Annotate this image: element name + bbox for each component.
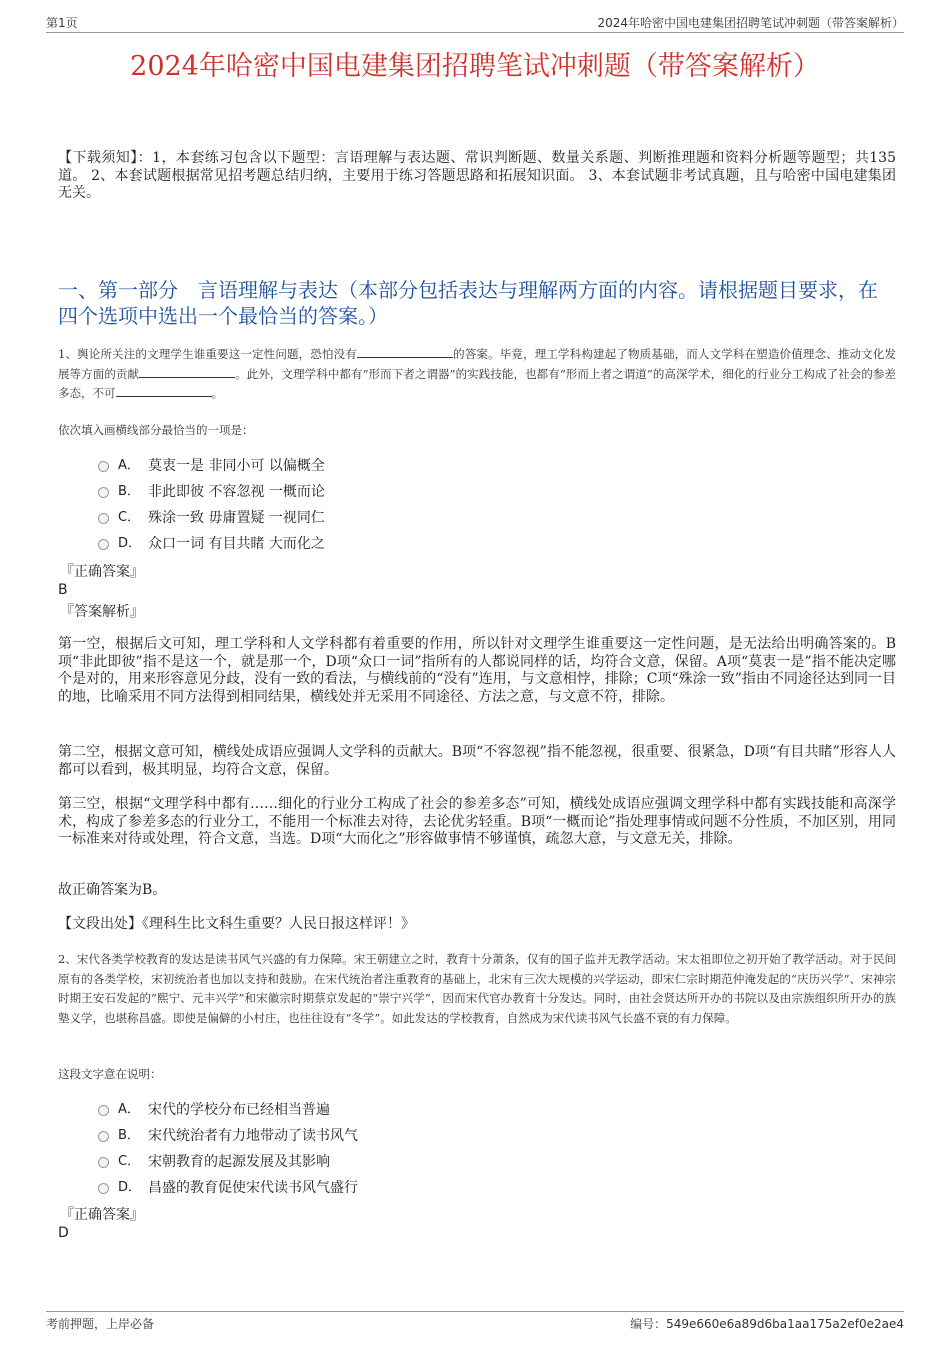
question-1-prompt: 依次填入画横线部分最恰当的一项是： — [58, 423, 254, 437]
header-divider — [46, 32, 904, 33]
blank-1 — [357, 347, 453, 358]
q1-analysis-para-3: 第三空，根据“文理学科中都有……细化的行业分工构成了社会的参差多态”可知，横线处成语应强调文理学科中都有实践技能和高深学术，构成了参差多态的行业分工，不能用一个标准去对待，去论优劣轻重。B项“一概而论”指处理事情或问题不分性质，不加区别，用同一标准来对待或处理，符合文意，当选。D项“大而化之”形容做事情不够谨慎，疏忽大意，与文意无关，排除。 — [58, 796, 896, 847]
blank-3 — [116, 386, 212, 397]
q1-conclusion: 故正确答案为B。 — [58, 882, 167, 898]
section-heading: 一、第一部分 言语理解与表达（本部分包括表达与理解两方面的内容。请根据题目要求，在四个选项中选出一个最恰当的答案。） — [58, 278, 878, 328]
footer-code: 编号：549e660e6a89d6ba1aa175a2ef0e2ae4 — [630, 1317, 904, 1331]
q1-source: 【文段出处】《理科生比文科生重要？人民日报这样评！》 — [58, 916, 415, 932]
radio-icon[interactable] — [98, 1105, 109, 1116]
q1-analysis-para-2: 第二空，根据文意可知，横线处成语应强调人文学科的贡献大。B项“不容忽视”指不能忽视，很重要、很紧急，D项“有目共睹”形容人人都可以看到，极其明显，均符合文意，保留。 — [58, 744, 896, 778]
q1-option-b[interactable]: B． 非此即彼 不容忽视 一概而论 — [98, 482, 325, 502]
radio-icon[interactable] — [98, 1131, 109, 1142]
q2-answer: D — [58, 1225, 69, 1241]
radio-icon[interactable] — [98, 513, 109, 524]
q2-option-b[interactable]: B． 宋代统治者有力地带动了读书风气 — [98, 1126, 358, 1146]
q1-analysis-label: 『答案解析』 — [60, 604, 144, 620]
radio-icon[interactable] — [98, 487, 109, 498]
q2-answer-label: 『正确答案』 — [60, 1207, 144, 1223]
q1-option-a[interactable]: A． 莫衷一是 非同小可 以偏概全 — [98, 456, 325, 476]
page-title: 2024年哈密中国电建集团招聘笔试冲刺题（带答案解析） — [130, 51, 820, 82]
header-doc-title: 2024年哈密中国电建集团招聘笔试冲刺题（带答案解析） — [597, 16, 904, 30]
q1-answer: B — [58, 582, 68, 598]
question-2-text: 2、宋代各类学校教育的发达是读书风气兴盛的有力保障。宋王朝建立之时，教育十分萧条，仅有的国子监并无教学活动。宋太祖即位之初开始了教学活动。对于民间原有的各类学校，宋初统治者也加以支持和鼓励。在宋代统治者注重教育的基础上，北宋有三次大规模的兴学运动，即宋仁宗时期范仲淹发起的“庆历兴学”、宋神宗时期王安石发起的“熙宁、元丰兴学”和宋徽宗时期蔡京发起的“崇宁兴学”，因而宋代官办教育十分发达。同时，由社会贤达所开办的书院以及由宗族组织所开办的族塾义学，也堪称昌盛。即使是偏僻的小村庄，也往往设有“冬学”。如此发达的学校教育，自然成为宋代读书风气长盛不衰的有力保障。 — [58, 952, 896, 1025]
blank-2 — [139, 367, 235, 378]
footer-slogan: 考前押题，上岸必备 — [46, 1317, 155, 1331]
q2-option-a[interactable]: A． 宋代的学校分布已经相当普遍 — [98, 1100, 330, 1120]
q2-option-c[interactable]: C． 宋朝教育的起源发展及其影响 — [98, 1152, 330, 1172]
radio-icon[interactable] — [98, 539, 109, 550]
q1-answer-label: 『正确答案』 — [60, 564, 144, 580]
q1-option-d[interactable]: D． 众口一词 有目共睹 大而化之 — [98, 534, 325, 554]
footer-divider — [46, 1311, 904, 1312]
radio-icon[interactable] — [98, 1183, 109, 1194]
page-number: 第1页 — [46, 16, 78, 30]
question-2-prompt: 这段文字意在说明： — [58, 1067, 162, 1081]
radio-icon[interactable] — [98, 1157, 109, 1168]
question-1-text: 1、舆论所关注的文理学生谁重要这一定性问题，恐怕没有 的答案。毕竟，理工学科构建起了物质基础，而人文学科在塑造价值理念、推动文化发展等方面的贡献 。此外，文理学科中都有“形而下者之谓器”的实践技能，也都有“形而上者之谓道”的高深学术，细化的行业分工构成了社会的参差多态，不可 。 — [58, 347, 897, 400]
q2-option-d[interactable]: D． 昌盛的教育促使宋代读书风气盛行 — [98, 1178, 358, 1198]
download-notice: 【下载须知】：1，本套练习包含以下题型：言语理解与表达题、常识判断题、数量关系题、判断推理题和资料分析题等题型；共135道。 2、本套试题根据常见招考题总结归纳，主要用于练习答题思路和拓展知识面。 3、本套试题非考试真题，且与哈密中国电建集团无关。 — [58, 150, 896, 201]
radio-icon[interactable] — [98, 461, 109, 472]
q1-analysis-para-1: 第一空，根据后文可知，理工学科和人文学科都有着重要的作用，所以针对文理学生谁重要这一定性问题，是无法给出明确答案的。B项“非此即彼”指不是这一个，就是那一个，D项“众口一词”指所有的人都说同样的话，均符合文意，保留。A项“莫衷一是”指不能决定哪个是对的，用来形容意见分歧，没有一致的看法，与横线前的“没有”连用，与文意相悖，排除；C项“殊涂一致”指由不同途径达到同一目的地，比喻采用不同方法得到相同结果，横线处并无采用不同途径、方法之意，与文意不符，排除。 — [58, 636, 896, 705]
q1-option-c[interactable]: C． 殊涂一致 毋庸置疑 一视同仁 — [98, 508, 325, 528]
